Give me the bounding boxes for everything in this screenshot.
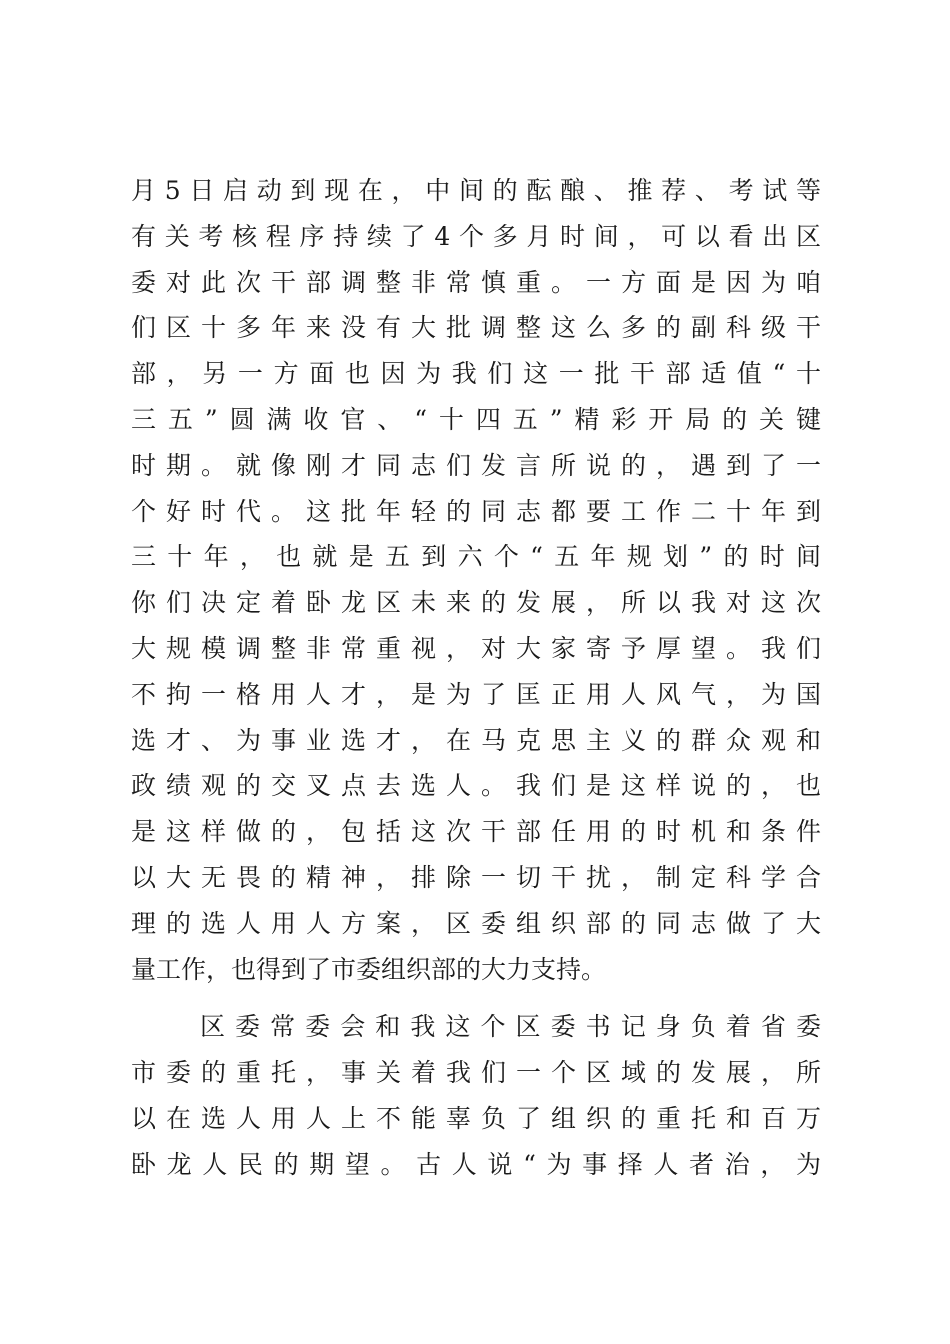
text-line: 委对此次干部调整非常慎重。一方面是因为咱 [131, 267, 821, 297]
text-line: 月5日启动到现在，中间的酝酿、推荐、考试等 [131, 176, 821, 205]
paragraph-2 [131, 1004, 821, 1187]
text-line: 个好时代。这批年轻的同志都要工作二十年到 [131, 496, 821, 526]
text-line: 政绩观的交叉点去选人。我们是这样说的，也 [131, 771, 821, 801]
text-line: 卧龙人民的期望。古人说“为事择人者治，为 [131, 1149, 821, 1179]
paragraph-1 [131, 168, 821, 992]
text-line: 大规模调整非常重视，对大家寄予厚望。我们 [131, 633, 821, 663]
text-line: 是这样做的，包括这次干部任用的时机和条件 [131, 817, 821, 847]
text-line: 市委的重托，事关着我们一个区域的发展，所 [131, 1058, 821, 1088]
text-line: 三十年，也就是五到六个“五年规划”的时间 [131, 542, 821, 572]
text-line: 三五”圆满收官、“十四五”精彩开局的关键 [131, 404, 821, 434]
text-line: 区委常委会和我这个区委书记身负着省委 [200, 1012, 821, 1042]
text-line: 时期。就像刚才同志们发言所说的，遇到了一 [131, 450, 821, 480]
text-line: 选才、为事业选才，在马克思主义的群众观和 [131, 725, 821, 755]
text-line: 部，另一方面也因为我们这一批干部适值“十 [131, 359, 821, 389]
text-line: 以在选人用人上不能辜负了组织的重托和百万 [131, 1103, 821, 1133]
text-line: 量工作，也得到了市委组织部的大力支持。 [131, 954, 607, 984]
text-line: 不拘一格用人才，是为了匡正用人风气，为国 [131, 679, 821, 709]
text-line: 们区十多年来没有大批调整这么多的副科级干 [131, 313, 821, 343]
text-line: 你们决定着卧龙区未来的发展，所以我对这次 [131, 588, 821, 618]
text-line: 有关考核程序持续了4个多月时间，可以看出区 [131, 221, 821, 251]
text-line: 以大无畏的精神，排除一切干扰，制定科学合 [131, 862, 821, 892]
text-line: 理的选人用人方案，区委组织部的同志做了大 [131, 908, 821, 938]
paragraph-spacing [131, 992, 821, 1004]
body-text [131, 168, 821, 1188]
